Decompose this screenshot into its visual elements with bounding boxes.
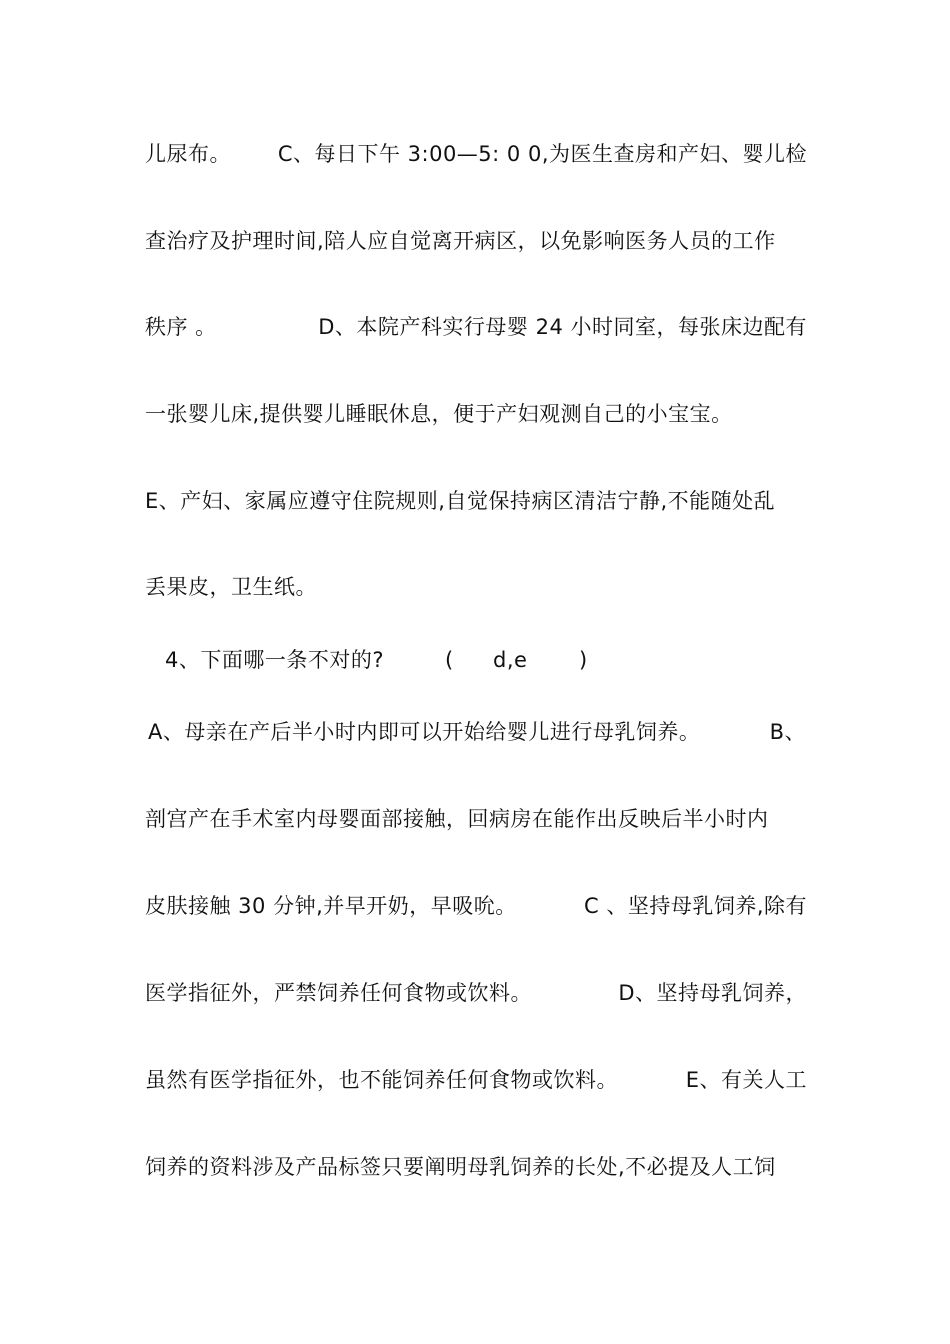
line-11-part-a: 医学指征外，严禁饲养任何食物或饮料。 bbox=[145, 981, 532, 1005]
line-5-text: E、产妇、家属应遵守住院规则,自觉保持病区清洁宁静,不能随处乱 bbox=[145, 489, 776, 513]
line-11-part-b: D、坚持母乳饲养， bbox=[618, 981, 807, 1005]
question-4-line bbox=[165, 645, 785, 675]
line-3-part-b: D、本院产科实行母婴 24 小时同室，每张床边配有 bbox=[318, 315, 807, 339]
option-b-label: B、 bbox=[769, 720, 806, 744]
line-13-text: 饲养的资料涉及产品标签只要阐明母乳饲养的长处,不必提及人工饲 bbox=[145, 1155, 776, 1179]
answer-open-paren: ( bbox=[445, 648, 454, 672]
line-12-part-b: E、有关人工 bbox=[685, 1068, 807, 1092]
text-line-5 bbox=[145, 486, 807, 516]
answer-close-paren: ) bbox=[579, 648, 588, 672]
line-10-part-b: C 、坚持母乳饲养,除有 bbox=[583, 894, 807, 918]
line-1-part-a: 儿尿布。 bbox=[145, 142, 231, 166]
line-3-part-a: 秩序 。 bbox=[145, 315, 217, 339]
line-2-text: 查治疗及护理时间,陪人应自觉离开病区，以免影响医务人员的工作 bbox=[145, 229, 776, 253]
option-a-text: A、母亲在产后半小时内即可以开始给婴儿进行母乳饲养。 bbox=[148, 720, 701, 744]
text-line-2 bbox=[145, 226, 807, 256]
text-line-13 bbox=[145, 1152, 807, 1182]
line-10-part-a: 皮肤接触 30 分钟,并早开奶，早吸吮。 bbox=[145, 894, 517, 918]
text-line-11 bbox=[145, 978, 807, 1008]
text-line-8 bbox=[148, 717, 806, 747]
text-line-10 bbox=[145, 891, 807, 921]
line-1-part-b: C、每日下午 3:00—5: 0 0,为医生查房和产妇、婴儿检 bbox=[277, 142, 807, 166]
answer-value: d,e bbox=[493, 648, 528, 672]
text-line-3 bbox=[145, 312, 807, 342]
line-6-text: 丢果皮，卫生纸。 bbox=[145, 575, 317, 599]
text-line-12 bbox=[145, 1065, 807, 1095]
text-line-4 bbox=[145, 399, 807, 429]
text-line-1 bbox=[145, 139, 807, 169]
line-4-text: 一张婴儿床,提供婴儿睡眠休息，便于产妇观测自己的小宝宝。 bbox=[145, 402, 733, 426]
text-line-9 bbox=[145, 804, 807, 834]
question-4-text: 4、下面哪一条不对的? bbox=[165, 648, 385, 672]
line-12-part-a: 虽然有医学指征外，也不能饲养任何食物或饮料。 bbox=[145, 1068, 618, 1092]
line-9-text: 剖宫产在手术室内母婴面部接触，回病房在能作出反映后半小时内 bbox=[145, 807, 769, 831]
text-line-6 bbox=[145, 572, 807, 602]
